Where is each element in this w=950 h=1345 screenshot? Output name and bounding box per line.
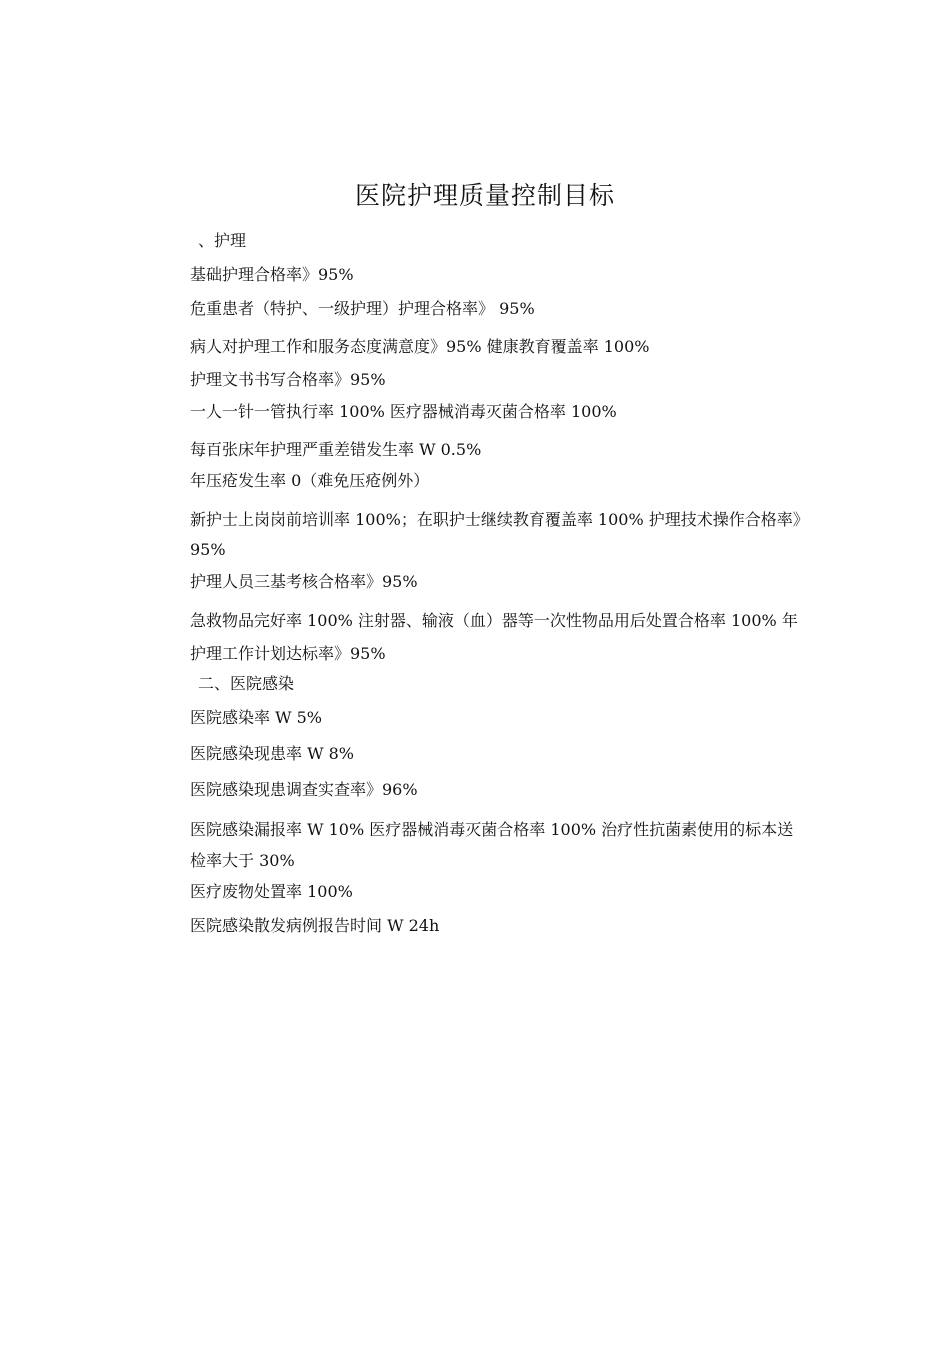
text-line: 一人一针一管执行率 100% 医疗器械消毒灭菌合格率 100% bbox=[190, 402, 617, 421]
text-line: 医院感染率 W 5% bbox=[190, 708, 323, 727]
text-line: 基础护理合格率》95% bbox=[190, 265, 354, 284]
text-line: 每百张床年护理严重差错发生率 W 0.5% bbox=[190, 440, 482, 459]
text-line: 危重患者（特护、一级护理）护理合格率》 95% bbox=[190, 299, 535, 318]
section-heading-nursing: 、护理 bbox=[198, 231, 247, 250]
text-line: 95% bbox=[190, 540, 226, 559]
text-line: 年压疮发生率 0（难免压疮例外） bbox=[190, 471, 430, 490]
text-line: 病人对护理工作和服务态度满意度》95% 健康教育覆盖率 100% bbox=[190, 337, 650, 356]
text-line: 医院感染现患率 W 8% bbox=[190, 744, 355, 763]
section-heading-infection: 二、医院感染 bbox=[198, 674, 295, 693]
text-line: 检率大于 30% bbox=[190, 851, 295, 870]
text-line: 医院感染漏报率 W 10% 医疗器械消毒灭菌合格率 100% 治疗性抗菌素使用的标本送 bbox=[190, 820, 794, 839]
text-line: 护理人员三基考核合格率》95% bbox=[190, 572, 418, 591]
text-line: 护理文书书写合格率》95% bbox=[190, 370, 386, 389]
text-line: 急救物品完好率 100% 注射器、输液（血）器等一次性物品用后处置合格率 100% 年 bbox=[190, 611, 798, 630]
text-line: 医院感染现患调查实查率》96% bbox=[190, 780, 418, 799]
text-line: 新护士上岗岗前培训率 100%；在职护士继续教育覆盖率 100% 护理技术操作合格率》 bbox=[190, 510, 809, 529]
text-line: 医疗废物处置率 100% bbox=[190, 882, 353, 901]
text-line: 医院感染散发病例报告时间 W 24h bbox=[190, 916, 440, 935]
page-title: 医院护理质量控制目标 bbox=[354, 181, 615, 210]
text-line: 护理工作计划达标率》95% bbox=[190, 644, 386, 663]
